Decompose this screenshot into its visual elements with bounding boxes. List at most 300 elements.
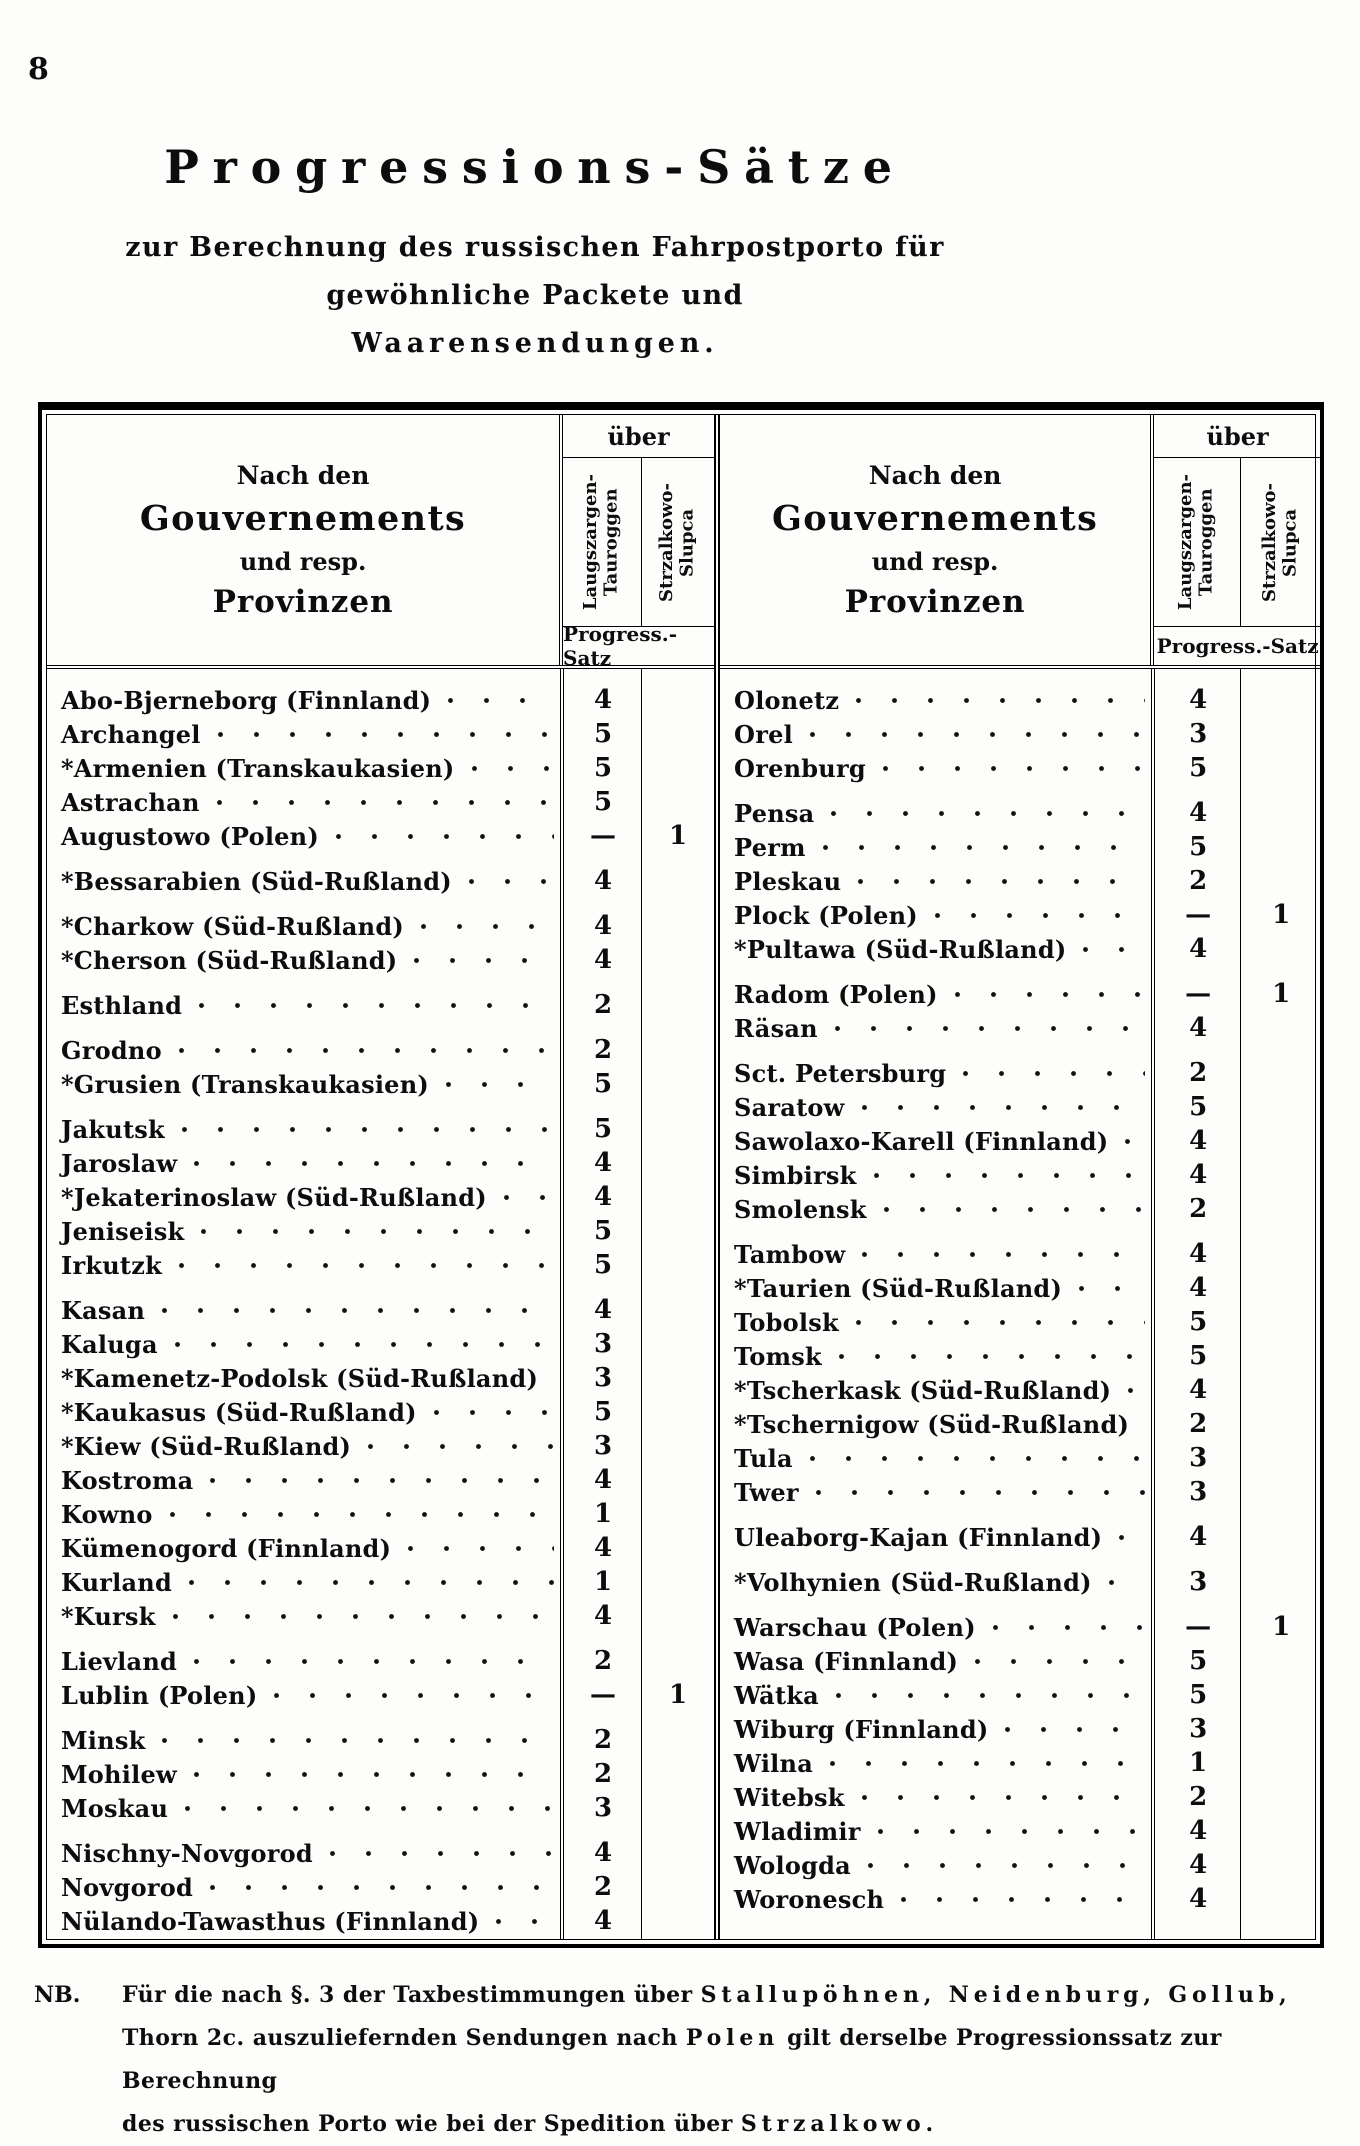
province-name-cell <box>720 1715 1155 1744</box>
province-name-cell <box>47 1500 564 1529</box>
table-row <box>47 1214 714 1248</box>
progress-rate-laugszargen: 4 <box>1189 1239 1208 1269</box>
dot-leader <box>193 1771 554 1778</box>
province-name-cell <box>47 1149 564 1178</box>
province-name: Plock (Polen) <box>734 900 918 930</box>
province-name: Orel <box>734 719 793 749</box>
dot-leader <box>184 1805 554 1812</box>
province-name-cell <box>720 1783 1155 1812</box>
table-row <box>47 1678 714 1712</box>
progress-rate-laugszargen: — <box>1185 979 1212 1009</box>
province-name: Tula <box>734 1443 793 1473</box>
table-row <box>720 1678 1321 1712</box>
dot-leader <box>447 697 554 704</box>
province-name: Lublin (Polen) <box>61 1680 258 1710</box>
route-column-laugszargen <box>1154 458 1240 626</box>
table-row <box>47 683 714 717</box>
dot-leader <box>861 1104 1146 1111</box>
footnote-line2-text: Thorn 2c. auszuliefernden Sendungen nach <box>122 2025 686 2051</box>
table-row <box>720 1746 1321 1780</box>
progress-rate-laugszargen: — <box>1185 1612 1212 1642</box>
table-row <box>47 1599 714 1633</box>
dot-leader <box>413 957 554 964</box>
province-name-cell <box>47 1873 564 1902</box>
table-row <box>720 796 1321 830</box>
progress-rate-strzalkowo: 1 <box>669 821 688 851</box>
table-row <box>47 1497 714 1531</box>
table-row <box>47 1146 714 1180</box>
dot-leader <box>877 1828 1145 1835</box>
route-columns-header <box>559 415 714 670</box>
province-name-cell <box>720 1478 1155 1507</box>
progress-rate-laugszargen: 5 <box>1189 1307 1208 1337</box>
province-name-cell <box>720 1161 1155 1190</box>
province-name-cell <box>47 1466 564 1495</box>
province-name-cell <box>720 1059 1155 1088</box>
table-row <box>47 1033 714 1067</box>
dot-leader <box>273 1692 554 1699</box>
progress-rate-laugszargen: 4 <box>594 866 613 896</box>
footnote-line2-spaced: Polen <box>685 2025 780 2051</box>
province-name-cell <box>47 1760 564 1789</box>
route-column-strzalkowo <box>641 458 714 626</box>
province-name: *Kamenetz-Podolsk (Süd-Rußland) <box>61 1363 539 1393</box>
dot-leader <box>1124 1138 1145 1145</box>
progress-rate-laugszargen: 1 <box>594 1567 613 1597</box>
progress-rate-laugszargen: 4 <box>1189 1816 1208 1846</box>
table-row <box>720 1565 1321 1599</box>
province-name: Räsan <box>734 1013 818 1043</box>
progress-rate-laugszargen: 4 <box>1189 1522 1208 1552</box>
table-row <box>47 1870 714 1904</box>
progress-rate-laugszargen: 5 <box>594 753 613 783</box>
province-name-cell <box>720 1885 1155 1914</box>
province-name-cell <box>720 1240 1155 1269</box>
table-row <box>720 1610 1321 1644</box>
province-name: Kostroma <box>61 1465 194 1495</box>
dot-leader <box>855 697 1145 704</box>
province-name-cell <box>720 867 1155 896</box>
progress-rate-laugszargen: 4 <box>1189 1013 1208 1043</box>
dot-leader <box>861 1794 1145 1801</box>
ueber-label: über <box>1154 415 1321 458</box>
table-row <box>47 988 714 1022</box>
province-name-cell <box>720 720 1155 749</box>
dot-leader <box>867 1862 1145 1869</box>
progress-rate-laugszargen: 4 <box>594 1295 613 1325</box>
progress-rate-laugszargen: 5 <box>594 719 613 749</box>
dot-leader <box>193 1658 554 1665</box>
footnote-line3-text: des russischen Porto wie bei der Spedition über <box>122 2111 741 2137</box>
province-name: Kaluga <box>61 1329 158 1359</box>
destination-header-line3: und resp. <box>871 546 999 576</box>
province-name: Mohilew <box>61 1759 177 1789</box>
table-row <box>47 1293 714 1327</box>
progress-rate-laugszargen: 2 <box>594 1872 613 1902</box>
destination-header <box>47 415 559 665</box>
progress-rate-laugszargen: 3 <box>594 1363 613 1393</box>
progress-rate-laugszargen: 4 <box>1189 934 1208 964</box>
province-name-cell <box>720 1568 1155 1597</box>
province-name-cell <box>720 754 1155 783</box>
table-row <box>47 1180 714 1214</box>
dot-leader <box>873 1172 1146 1179</box>
progress-rate-laugszargen: 3 <box>1189 1714 1208 1744</box>
province-name: Grodno <box>61 1035 162 1065</box>
progress-satz-label: Progress.-Satz <box>1154 626 1321 665</box>
dot-leader <box>1078 1285 1145 1292</box>
province-name: Tobolsk <box>734 1307 839 1337</box>
progress-rate-laugszargen: 2 <box>1189 1058 1208 1088</box>
column-rule-single <box>641 669 642 1939</box>
progress-rate-strzalkowo: 1 <box>669 1680 688 1710</box>
dot-leader <box>161 1307 554 1314</box>
table-row <box>720 898 1321 932</box>
table-row <box>47 1644 714 1678</box>
dot-leader <box>329 1850 554 1857</box>
province-name-cell <box>720 1274 1155 1303</box>
province-name-cell <box>720 686 1155 715</box>
province-name: Radom (Polen) <box>734 979 938 1009</box>
dot-leader <box>883 1206 1145 1213</box>
province-name-cell <box>47 1217 564 1246</box>
table-row <box>47 943 714 977</box>
province-name-cell <box>720 1681 1155 1710</box>
province-name: Minsk <box>61 1725 146 1755</box>
progress-rate-strzalkowo: 1 <box>1272 979 1291 1009</box>
province-name: Nülando-Tawasthus (Finnland) <box>61 1906 480 1936</box>
dot-leader <box>209 1884 554 1891</box>
footnote-line-1 <box>122 1974 1330 2017</box>
table-left-half <box>47 415 714 1939</box>
progress-rate-laugszargen: 3 <box>1189 1477 1208 1507</box>
table-row <box>47 1565 714 1599</box>
footnote-line1-spaced: Stallupöhnen, Neidenburg, Gollub, <box>700 1982 1292 2008</box>
table-row <box>720 1712 1321 1746</box>
nb-label: NB. <box>34 1982 81 2008</box>
province-name: *Bessarabien (Süd-Rußland) <box>61 866 452 896</box>
province-name: Saratow <box>734 1092 845 1122</box>
progress-rate-laugszargen: 2 <box>594 1759 613 1789</box>
province-name: Archangel <box>61 719 201 749</box>
progress-rate-laugszargen: 1 <box>1189 1748 1208 1778</box>
province-name: *Cherson (Süd-Rußland) <box>61 945 398 975</box>
province-name-cell <box>47 1036 564 1065</box>
progress-rate-laugszargen: — <box>590 1680 617 1710</box>
table-row <box>720 717 1321 751</box>
table-row <box>47 864 714 898</box>
province-name: Pensa <box>734 798 815 828</box>
route1-line1: Laugszargen- <box>1175 473 1197 611</box>
page-subtitle <box>30 224 1040 368</box>
province-name: Jakutsk <box>61 1114 165 1144</box>
footnote-text <box>122 1974 1330 2146</box>
progress-rate-laugszargen: 2 <box>594 990 613 1020</box>
province-name-cell <box>47 1647 564 1676</box>
table-row <box>47 717 714 751</box>
dot-leader <box>882 765 1145 772</box>
footnote-line-3 <box>122 2103 1330 2146</box>
table-row <box>720 1475 1321 1509</box>
province-name: Novgorod <box>61 1872 194 1902</box>
destination-header-line4: Provinzen <box>212 583 394 620</box>
table-row <box>720 683 1321 717</box>
progress-rate-laugszargen: 2 <box>1189 1194 1208 1224</box>
progress-rate-laugszargen: 5 <box>594 1397 613 1427</box>
progress-rate-laugszargen: 1 <box>594 1499 613 1529</box>
route-label-strzalkowo-slupca <box>657 483 698 602</box>
province-name: *Armenien (Transkaukasien) <box>61 753 455 783</box>
dot-leader <box>445 1081 554 1088</box>
table-row <box>720 1124 1321 1158</box>
province-name-cell <box>720 901 1155 930</box>
table-row <box>720 1011 1321 1045</box>
table-row <box>47 1531 714 1565</box>
progress-rate-laugszargen: 3 <box>594 1793 613 1823</box>
document-header <box>30 0 1040 368</box>
table-row <box>47 819 714 853</box>
table-right-half <box>720 415 1321 1939</box>
column-rule-double <box>560 669 564 1939</box>
province-name: Augustowo (Polen) <box>61 821 319 851</box>
table-row <box>47 785 714 819</box>
table-row <box>720 1305 1321 1339</box>
province-name-cell <box>720 1444 1155 1473</box>
dot-leader <box>161 1737 554 1744</box>
dot-leader <box>367 1443 554 1450</box>
progress-rate-laugszargen: 4 <box>594 1838 613 1868</box>
province-name: *Kaukasus (Süd-Rußland) <box>61 1397 417 1427</box>
dot-leader <box>1082 946 1145 953</box>
progress-rate-laugszargen: 2 <box>594 1646 613 1676</box>
province-name-cell <box>720 799 1155 828</box>
province-name-cell <box>720 1342 1155 1371</box>
province-name-cell <box>47 1602 564 1631</box>
province-name: *Kursk <box>61 1601 156 1631</box>
dot-leader <box>188 1579 554 1586</box>
table-row <box>720 932 1321 966</box>
progress-rate-laugszargen: 4 <box>1189 1375 1208 1405</box>
dot-leader <box>209 1477 554 1484</box>
dot-leader <box>503 1194 554 1201</box>
progress-rate-strzalkowo: 1 <box>1272 1612 1291 1642</box>
progress-rate-laugszargen: 3 <box>1189 1567 1208 1597</box>
province-name: Abo-Bjerneborg (Finnland) <box>61 685 432 715</box>
province-name: Lievland <box>61 1646 178 1676</box>
dot-leader <box>829 1760 1145 1767</box>
table-row <box>47 1248 714 1282</box>
progress-rate-laugszargen: — <box>1185 900 1212 930</box>
province-name: Smolensk <box>734 1194 867 1224</box>
province-name: Twer <box>734 1477 799 1507</box>
footnote-line1-text: Für die nach §. 3 der Taxbestimmungen über <box>122 1982 701 2008</box>
route2-line2: Slupca <box>1280 507 1302 577</box>
province-name: *Taurien (Süd-Rußland) <box>734 1273 1063 1303</box>
province-name: Jaroslaw <box>61 1148 178 1178</box>
province-name-cell <box>47 1364 564 1393</box>
dot-leader <box>974 1658 1145 1665</box>
table-row <box>47 1791 714 1825</box>
progress-rate-laugszargen: 2 <box>594 1035 613 1065</box>
progress-rate-laugszargen: 4 <box>1189 1160 1208 1190</box>
province-name-cell <box>47 1534 564 1563</box>
province-name-cell <box>47 1398 564 1427</box>
footnote-line3-tail: . <box>925 2111 934 2137</box>
table-row <box>720 1339 1321 1373</box>
progress-rate-laugszargen: 4 <box>594 1533 613 1563</box>
dot-leader <box>420 923 554 930</box>
province-name: Nischny-Novgorod <box>61 1838 313 1868</box>
table-row <box>720 1407 1321 1441</box>
province-name-cell <box>47 946 564 975</box>
progress-rate-laugszargen: 4 <box>1189 1850 1208 1880</box>
route-labels <box>563 458 714 626</box>
table-row <box>47 1463 714 1497</box>
province-name-cell <box>47 1432 564 1461</box>
destination-header <box>720 415 1150 665</box>
province-name-cell <box>720 1851 1155 1880</box>
progress-rate-laugszargen: 3 <box>594 1329 613 1359</box>
province-name-cell <box>720 1195 1155 1224</box>
province-name: Olonetz <box>734 685 840 715</box>
province-name-cell <box>720 1127 1155 1156</box>
dot-leader <box>822 844 1145 851</box>
progress-rate-laugszargen: 5 <box>1189 753 1208 783</box>
dot-leader <box>178 1262 554 1269</box>
progress-rate-laugszargen: 4 <box>594 1601 613 1631</box>
table-row <box>720 1814 1321 1848</box>
table-row <box>47 1904 714 1938</box>
column-rule-single <box>1240 669 1241 1939</box>
province-name: Woronesch <box>734 1884 885 1914</box>
table-row <box>720 1882 1321 1916</box>
province-name-cell <box>47 754 564 783</box>
dot-leader <box>335 833 554 840</box>
province-name-cell <box>720 1308 1155 1337</box>
province-name-cell <box>720 833 1155 862</box>
dot-leader <box>216 799 554 806</box>
table-row <box>720 1644 1321 1678</box>
province-name: Wilna <box>734 1748 814 1778</box>
table-row <box>720 1158 1321 1192</box>
route2-line1: Strzalkowo- <box>1259 482 1281 602</box>
table-row <box>720 1373 1321 1407</box>
subtitle-line-2: Waarensendungen. <box>351 328 719 359</box>
table-row <box>720 1271 1321 1305</box>
dot-leader <box>815 1489 1145 1496</box>
progress-rate-laugszargen: 5 <box>1189 1341 1208 1371</box>
dot-leader <box>861 1251 1145 1258</box>
progress-rate-laugszargen: 4 <box>594 911 613 941</box>
dot-leader <box>433 1409 554 1416</box>
province-name-cell <box>47 788 564 817</box>
province-name-cell <box>47 1839 564 1868</box>
province-name: *Tscherkask (Süd-Rußland) <box>734 1375 1112 1405</box>
dot-leader <box>1118 1534 1145 1541</box>
progress-rate-laugszargen: 4 <box>594 945 613 975</box>
progress-rate-laugszargen: 5 <box>594 1069 613 1099</box>
dot-leader <box>178 1047 554 1054</box>
province-name-cell <box>720 1014 1155 1043</box>
progress-rate-laugszargen: 5 <box>594 1250 613 1280</box>
table-row <box>720 1237 1321 1271</box>
province-name-cell <box>47 912 564 941</box>
dot-leader <box>1108 1579 1145 1586</box>
dot-leader <box>855 1319 1145 1326</box>
table-row <box>47 1429 714 1463</box>
destination-header-line1: Nach den <box>868 460 1002 490</box>
province-name: Wologda <box>734 1850 851 1880</box>
dot-leader <box>198 1002 554 1009</box>
table-row <box>720 1056 1321 1090</box>
dot-leader <box>835 1692 1145 1699</box>
progress-rate-laugszargen: 4 <box>1189 685 1208 715</box>
province-name-cell <box>720 1376 1155 1405</box>
dot-leader <box>193 1160 554 1167</box>
dot-leader <box>992 1624 1145 1631</box>
dot-leader <box>838 1353 1145 1360</box>
route-columns-header <box>1150 415 1321 665</box>
table-row <box>47 1836 714 1870</box>
table-row <box>47 909 714 943</box>
destination-header-line3: und resp. <box>239 546 367 576</box>
table-row <box>47 751 714 785</box>
dot-leader <box>174 1341 554 1348</box>
progress-rate-laugszargen: — <box>590 821 617 851</box>
province-name: Sct. Petersburg <box>734 1058 947 1088</box>
dot-leader <box>217 731 554 738</box>
province-name: Warschau (Polen) <box>734 1612 976 1642</box>
progress-rate-laugszargen: 2 <box>1189 866 1208 896</box>
province-name: Tambow <box>734 1239 846 1269</box>
province-name-cell <box>720 1749 1155 1778</box>
rates-table-inner <box>46 414 1319 1940</box>
dot-leader <box>468 878 554 885</box>
province-name: *Tschernigow (Süd-Rußland) <box>734 1409 1130 1439</box>
table-row <box>47 1395 714 1429</box>
province-name: Wätka <box>734 1680 819 1710</box>
progress-rate-laugszargen: 4 <box>594 1465 613 1495</box>
table-left-header <box>47 415 714 669</box>
route2-line2: Slupca <box>677 507 699 577</box>
table-row <box>47 1067 714 1101</box>
progress-satz-label: Progress.-Satz <box>563 626 714 665</box>
progress-rate-laugszargen: 4 <box>594 1148 613 1178</box>
province-name-cell <box>47 1794 564 1823</box>
table-row <box>47 1757 714 1791</box>
page-title: Progressions-Sätze <box>164 140 906 194</box>
dot-leader <box>962 1070 1145 1077</box>
progress-rate-laugszargen: 4 <box>594 1906 613 1936</box>
dot-leader <box>1127 1387 1145 1394</box>
progress-rate-laugszargen: 5 <box>1189 1646 1208 1676</box>
province-name: Perm <box>734 832 806 862</box>
province-name-cell <box>720 1093 1155 1122</box>
footnote-line3-spaced: Strzalkowo <box>740 2111 926 2137</box>
province-name: Uleaborg-Kajan (Finnland) <box>734 1522 1103 1552</box>
province-name: Orenburg <box>734 753 866 783</box>
province-name: *Pultawa (Süd-Rußland) <box>734 934 1067 964</box>
province-name: Moskau <box>61 1793 169 1823</box>
province-name-cell <box>47 1330 564 1359</box>
table-row <box>720 1192 1321 1226</box>
route-label-strzalkowo-slupca <box>1260 483 1301 602</box>
route-column-laugszargen <box>563 458 641 626</box>
province-name-cell <box>47 1568 564 1597</box>
progress-rate-laugszargen: 2 <box>594 1725 613 1755</box>
province-name: Irkutzk <box>61 1250 162 1280</box>
dot-leader <box>181 1126 554 1133</box>
